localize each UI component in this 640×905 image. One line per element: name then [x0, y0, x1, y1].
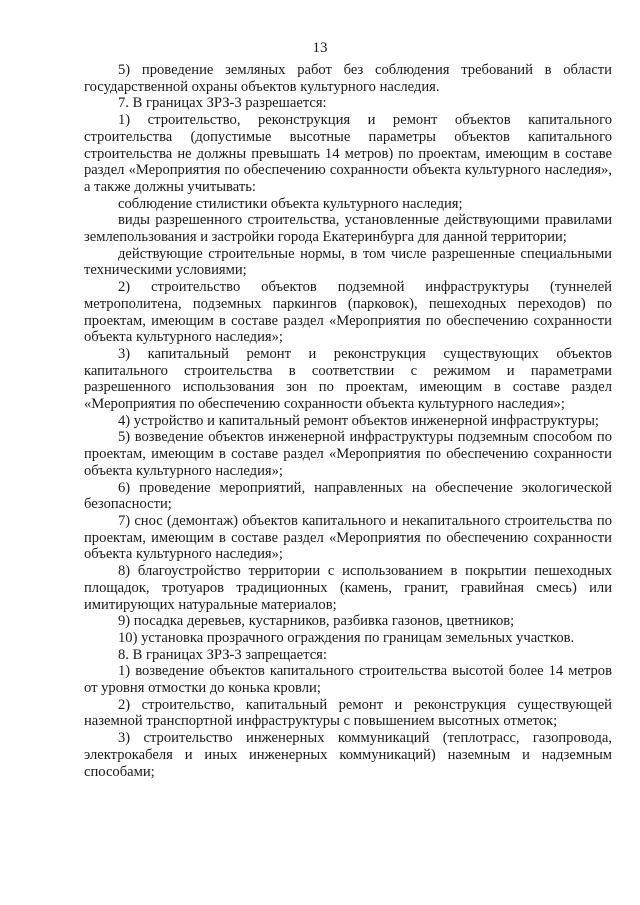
paragraph: действующие строительные нормы, в том числе разрешенные специальными техническими условиями; — [84, 245, 612, 279]
paragraph: виды разрешенного строительства, установленные действующими правилами землепользования и застройки города Екатеринбурга для данной территории; — [84, 212, 612, 246]
paragraph: 1) строительство, реконструкция и ремонт объектов капитального строительства (допустимые высотные параметры объектов капитального строительства не должны превышать 14 метров) по проектам, имеющим в составе раздел «Мероприятия по обеспечению сохранности объекта культурного наследия», а также должны учитывать: — [84, 112, 612, 195]
paragraph: 4) устройство и капитальный ремонт объектов инженерной инфраструктуры; — [118, 412, 599, 429]
paragraph: 5) проведение земляных работ без соблюдения требований в области государственной охраны объектов культурного наследия. — [84, 62, 612, 95]
paragraph: соблюдение стилистики объекта культурного наследия; — [118, 195, 463, 212]
paragraph: 8) благоустройство территории с использованием в покрытии пешеходных площадок, тротуаров традиционных (камень, гранит, гравийная смесь) или имитирующих натуральные материалов; — [84, 563, 612, 613]
paragraph: 5) возведение объектов инженерной инфраструктуры подземным способом по проектам, имеющим в составе раздел «Мероприятия по обеспечению сохранности объекта культурного наследия»; — [84, 429, 612, 479]
paragraph: 3) капитальный ремонт и реконструкция существующих объектов капитального строительства в соответствии с режимом и параметрами разрешенного использования зон по проектам, имеющим в составе раздел «Мероприятия по обеспечению сохранности объекта культурного наследия»; — [84, 345, 612, 413]
paragraph: 10) установка прозрачного ограждения по границам земельных участков. — [118, 629, 575, 646]
paragraph: 7) снос (демонтаж) объектов капитального и некапитального строительства по проектам, имеющим в составе раздел «Мероприятия по обеспечению сохранности объекта культурного наследия»; — [84, 512, 612, 563]
body-text — [84, 62, 612, 780]
paragraph: 6) проведение мероприятий, направленных на обеспечение экологической безопасности; — [84, 479, 612, 513]
page-number: 13 — [312, 40, 328, 56]
paragraph: 2) строительство объектов подземной инфраструктуры (туннелей метрополитена, подземных паркингов (парковок), пешеходных переходов) по проектам, имеющим в составе раздел «Мероприятия по обеспечению сохранности объекта культурного наследия»; — [84, 279, 612, 346]
paragraph: 1) возведение объектов капитального строительства высотой более 14 метров от уровня отмостки до конька кровли; — [84, 663, 612, 697]
section-heading: 7. В границах ЗРЗ-3 разрешается: — [118, 95, 327, 112]
section-heading: 8. В границах ЗРЗ-3 запрещается: — [118, 646, 327, 663]
paragraph: 9) посадка деревьев, кустарников, разбивка газонов, цветников; — [118, 613, 515, 630]
paragraph: 3) строительство инженерных коммуникаций (теплотрасс, газопровода, электрокабеля и иных инженерных коммуникаций) наземным и надземным способами; — [84, 730, 612, 780]
paragraph: 2) строительство, капитальный ремонт и реконструкция существующей наземной транспортной инфраструктуры с повышением высотных отметок; — [84, 696, 612, 730]
